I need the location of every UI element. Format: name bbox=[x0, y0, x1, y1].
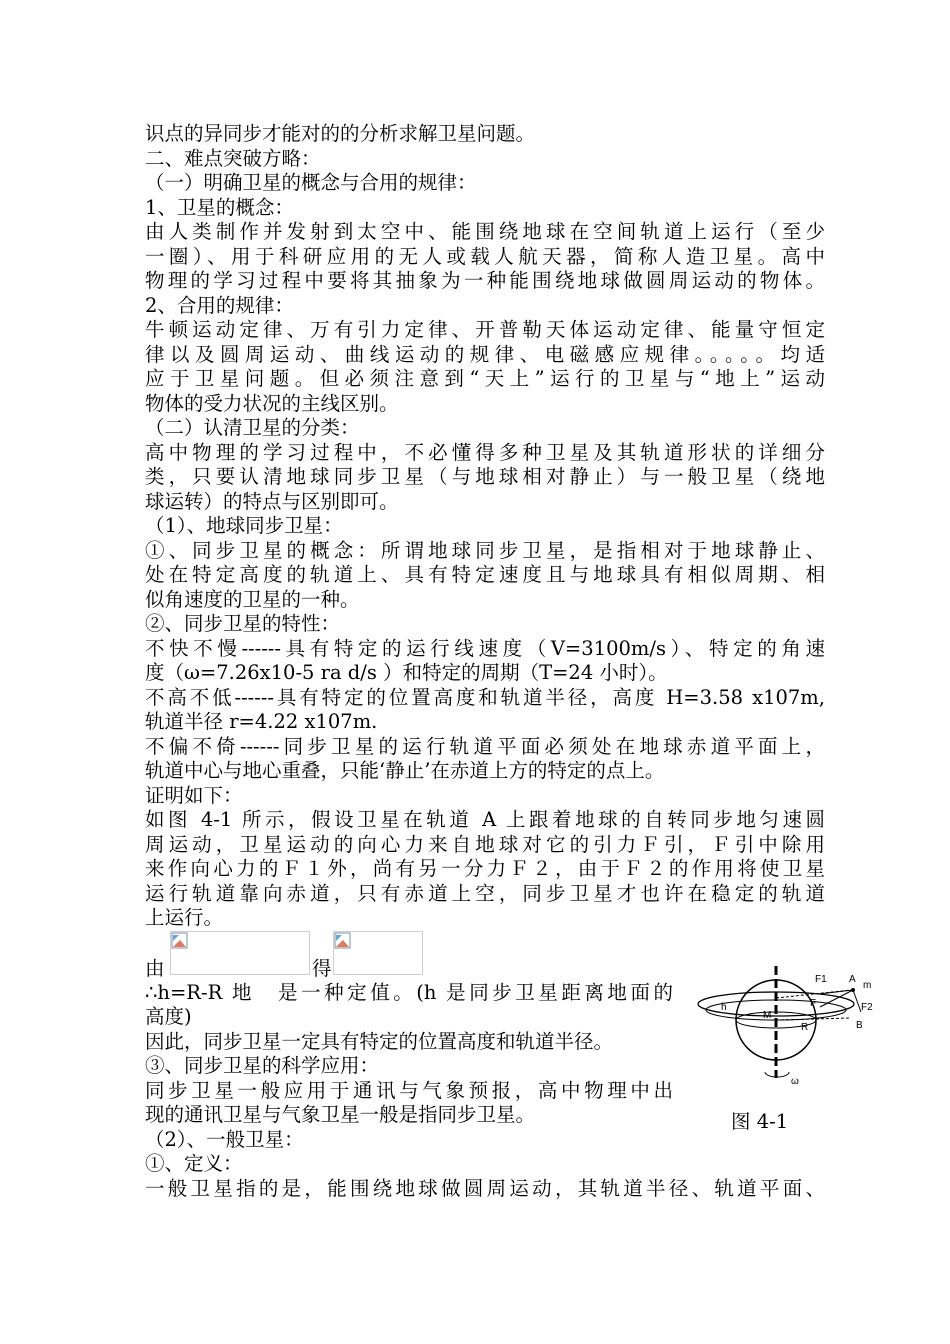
text-line: 由人类制作并发射到太空中、能围绕地球在空间轨道上运行（至少 bbox=[145, 220, 825, 243]
text-line: 运行轨道靠向赤道，只有赤道上空，同步卫星才也许在稳定的轨道 bbox=[145, 881, 825, 905]
text-line: 高度) bbox=[145, 1005, 192, 1028]
label-f2: F2 bbox=[861, 1002, 873, 1013]
text-line: 证明如下： bbox=[145, 783, 243, 807]
label-f: F bbox=[810, 998, 817, 1009]
text-line: 1、卫星的概念： bbox=[145, 195, 294, 219]
label-a: A bbox=[849, 974, 856, 985]
label-m: m bbox=[863, 980, 872, 991]
text-line: 应于卫星问题。但必须注意到“天上”运行的卫星与“地上”运动 bbox=[145, 367, 825, 390]
text-line: （1）、地球同步卫星： bbox=[145, 514, 343, 537]
formula-prefix: 由 bbox=[145, 956, 165, 980]
text-line: 二、难点突破方略： bbox=[145, 146, 321, 170]
figure-caption: 图 4-1 bbox=[731, 1110, 789, 1133]
text-line: ∴h=R-R 地 是一种定值。(h 是同步卫星距离地面的 bbox=[145, 980, 673, 1004]
text-line: 度（ω=7.26x10-5 ra d/s ）和特定的周期（T=24 小时）。 bbox=[145, 661, 668, 684]
text-line: 一般卫星指的是，能围绕地球做圆周运动，其轨道半径、轨道平面、 bbox=[145, 1176, 825, 1200]
formula-infix: 得 bbox=[312, 956, 332, 980]
text-line: 物体的受力状况的主线区别。 bbox=[145, 391, 399, 415]
text-line: 不快不慢------具有特定的运行线速度（V=3100m/s）、特定的角速 bbox=[145, 636, 825, 660]
text-line: 识点的异同步才能对的的分析求解卫星问题。 bbox=[145, 122, 536, 145]
text-line: 牛顿运动定律、万有引力定律、开普勒天体运动定律、能量守恒定 bbox=[145, 318, 825, 341]
text-line: 同步卫星一般应用于通讯与气象预报，高中物理中出 bbox=[145, 1078, 673, 1102]
text-line: 不偏不倚------同步卫星的运行轨道平面必须处在地球赤道平面上， bbox=[145, 734, 825, 758]
text-line: 轨道半径 r=4.22 x107m. bbox=[145, 710, 378, 733]
text-line: 似角速度的卫星的一种。 bbox=[145, 587, 360, 611]
text-line: 不高不低------具有特定的位置高度和轨道半径，高度 H=3.58 x107m, bbox=[145, 685, 825, 709]
label-omega: ω bbox=[791, 1076, 799, 1087]
text-line: 处在特定高度的轨道上、具有特定速度且与地球具有相似周期、相 bbox=[145, 563, 825, 586]
text-line: 来作向心力的Ｆ１外，尚有另一分力Ｆ２，由于Ｆ２的作用将使卫星 bbox=[145, 857, 825, 880]
text-line: 类，只要认清地球同步卫星（与地球相对静止）与一般卫星（绕地 bbox=[145, 465, 825, 488]
text-block-1 bbox=[145, 122, 825, 931]
text-line: （一）明确卫星的概念与合用的规律： bbox=[145, 171, 477, 194]
text-line: 律以及圆周运动、曲线运动的规律、电磁感应规律。。。。。均适 bbox=[145, 342, 825, 366]
satellite-orbit-figure bbox=[693, 960, 883, 1095]
label-b: B bbox=[856, 1020, 863, 1031]
text-line: 现的通讯卫星与气象卫星一般是指同步卫星。 bbox=[145, 1103, 536, 1126]
label-f1: F1 bbox=[815, 974, 827, 985]
text-line: （2）、一般卫星： bbox=[145, 1127, 304, 1151]
formula-image-1 bbox=[170, 931, 310, 975]
text-line: 如图 4-1 所示，假设卫星在轨道 A 上跟着地球的自转同步地匀速圆 bbox=[145, 808, 825, 831]
label-r: R bbox=[801, 1022, 809, 1033]
text-line: （二）认清卫星的分类： bbox=[145, 416, 360, 439]
text-line: ③、同步卫星的科学应用： bbox=[145, 1054, 380, 1077]
text-line: 上运行。 bbox=[145, 906, 224, 929]
text-line: 2、合用的规律： bbox=[145, 293, 294, 317]
text-line: 物理的学习过程中要将其抽象为一种能围绕地球做圆周运动的物体。 bbox=[145, 269, 825, 292]
text-line: 一圈）、用于科研应用的无人或载人航天器，简称人造卫星。高中 bbox=[145, 244, 825, 268]
text-line: 周运动，卫星运动的向心力来自地球对它的引力Ｆ引，Ｆ引中除用 bbox=[145, 832, 825, 856]
broken-image-icon bbox=[334, 932, 352, 950]
text-line: ②、同步卫星的特性： bbox=[145, 612, 341, 635]
text-line: 轨道中心与地心重叠，只能‘静止’在赤道上方的特定的点上。 bbox=[145, 759, 665, 782]
text-line: ①、定义： bbox=[145, 1152, 243, 1175]
formula-image-2 bbox=[333, 931, 423, 975]
text-line: 高中物理的学习过程中，不必懂得多种卫星及其轨道形状的详细分 bbox=[145, 440, 825, 464]
broken-image-icon bbox=[171, 932, 189, 950]
text-line: 球运转）的特点与区别即可。 bbox=[145, 489, 399, 513]
text-line: 因此，同步卫星一定具有特定的位置高度和轨道半径。 bbox=[145, 1029, 614, 1053]
label-m-earth: M bbox=[763, 1010, 772, 1021]
label-h: h bbox=[721, 1002, 727, 1013]
text-line: ①、同步卫星的概念：所谓地球同步卫星，是指相对于地球静止、 bbox=[145, 538, 825, 562]
